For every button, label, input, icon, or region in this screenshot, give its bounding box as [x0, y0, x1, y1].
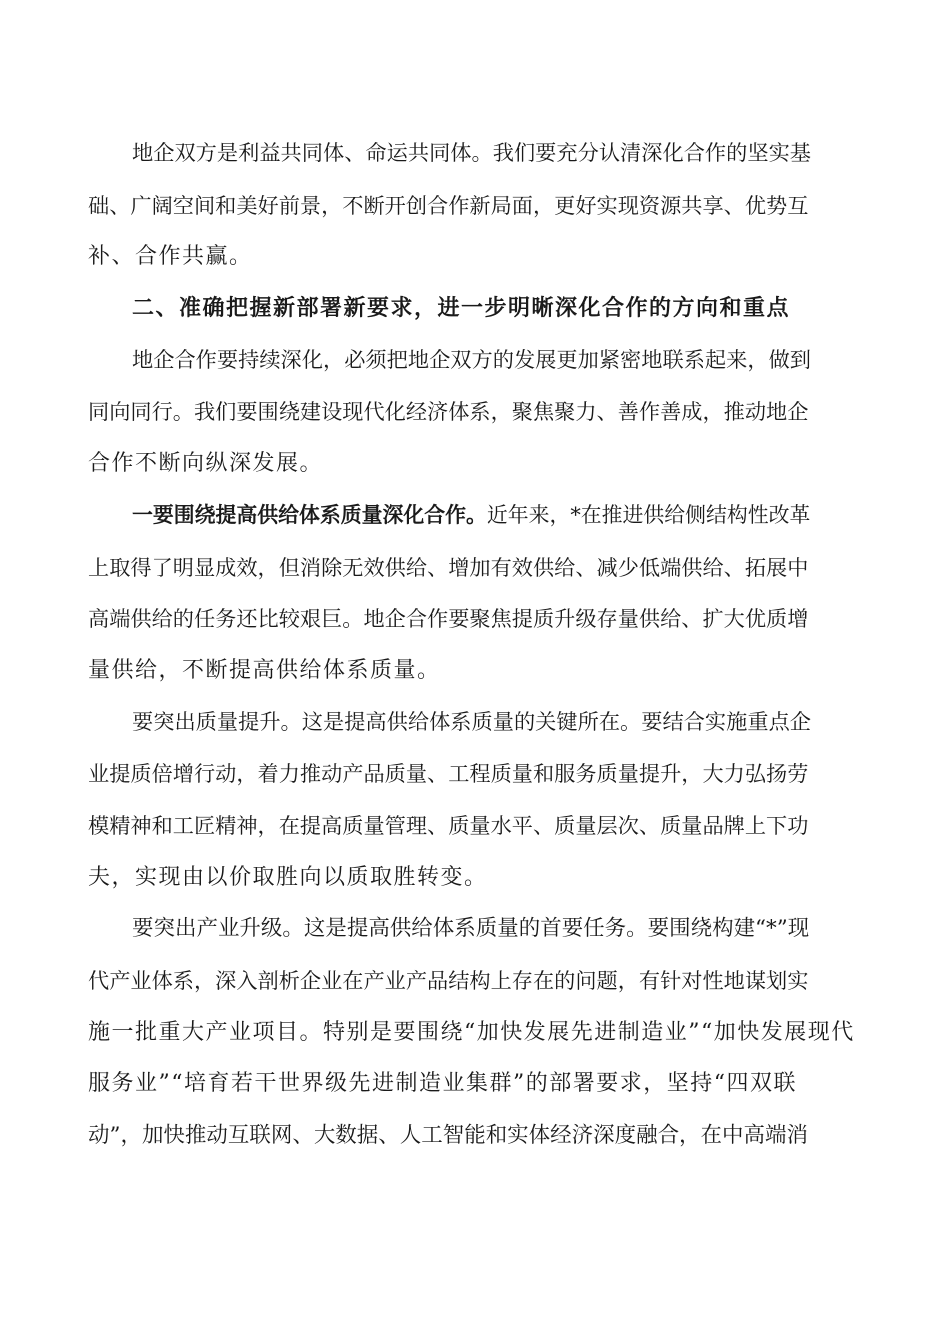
- paragraph-line: 补、合作共赢。: [88, 244, 253, 270]
- paragraph-line: 地企双方是利益共同体、命运共同体。我们要充分认清深化合作的坚实基: [132, 141, 812, 166]
- paragraph-line: 高端供给的任务还比较艰巨。地企合作要聚焦提质升级存量供给、扩大优质增: [88, 606, 809, 632]
- paragraph-line: 要突出产业升级。这是提高供给体系质量的首要任务。要围绕构建“*”现: [132, 916, 810, 942]
- document-body: [88, 128, 858, 1162]
- section-heading: 二、准确把握新部署新要求，进一步明晰深化合作的方向和重点: [132, 296, 791, 322]
- paragraph-line: 业提质倍增行动，着力推动产品质量、工程质量和服务质量提升，大力弘扬劳: [88, 761, 809, 787]
- paragraph-line: 同向同行。我们要围绕建设现代化经济体系，聚焦聚力、善作善成，推动地企: [88, 399, 809, 425]
- paragraph-line: 模精神和工匠精神，在提高质量管理、质量水平、质量层次、质量品牌上下功: [88, 812, 809, 838]
- paragraph-text: 近年来，*在推进供给侧结构性改革: [486, 502, 811, 527]
- paragraph-line: 动”，加快推动互联网、大数据、人工智能和实体经济深度融合，在中高端消: [88, 1123, 808, 1149]
- paragraph-line: 地企合作要持续深化，必须把地企双方的发展更加紧密地联系起来，做到: [132, 347, 812, 373]
- paragraph-line: [88, 490, 858, 542]
- paragraph-line: 础、广阔空间和美好前景，不断开创合作新局面，更好实现资源共享、优势互: [88, 192, 809, 218]
- paragraph-line: 夫，实现由以价取胜向以质取胜转变。: [88, 864, 488, 890]
- paragraph-line: 上取得了明显成效，但消除无效供给、增加有效供给、减少低端供给、拓展中: [88, 554, 809, 580]
- paragraph-line: 合作不断向纵深发展。: [88, 451, 324, 477]
- paragraph-line: 施一批重大产业项目。特别是要围绕“加快发展先进制造业”“加快发展现代: [88, 1019, 855, 1045]
- paragraph-line: 要突出质量提升。这是提高供给体系质量的关键所在。要结合实施重点企: [132, 709, 812, 735]
- subsection-lead: 一要围绕提高供给体系质量深化合作。: [132, 502, 487, 527]
- paragraph-line: 服务业”“培育若干世界级先进制造业集群”的部署要求，坚持“四双联: [88, 1071, 797, 1097]
- paragraph-line: 量供给，不断提高供给体系质量。: [88, 657, 441, 683]
- paragraph-line: 代产业体系，深入剖析企业在产业产品结构上存在的问题，有针对性地谋划实: [88, 968, 809, 993]
